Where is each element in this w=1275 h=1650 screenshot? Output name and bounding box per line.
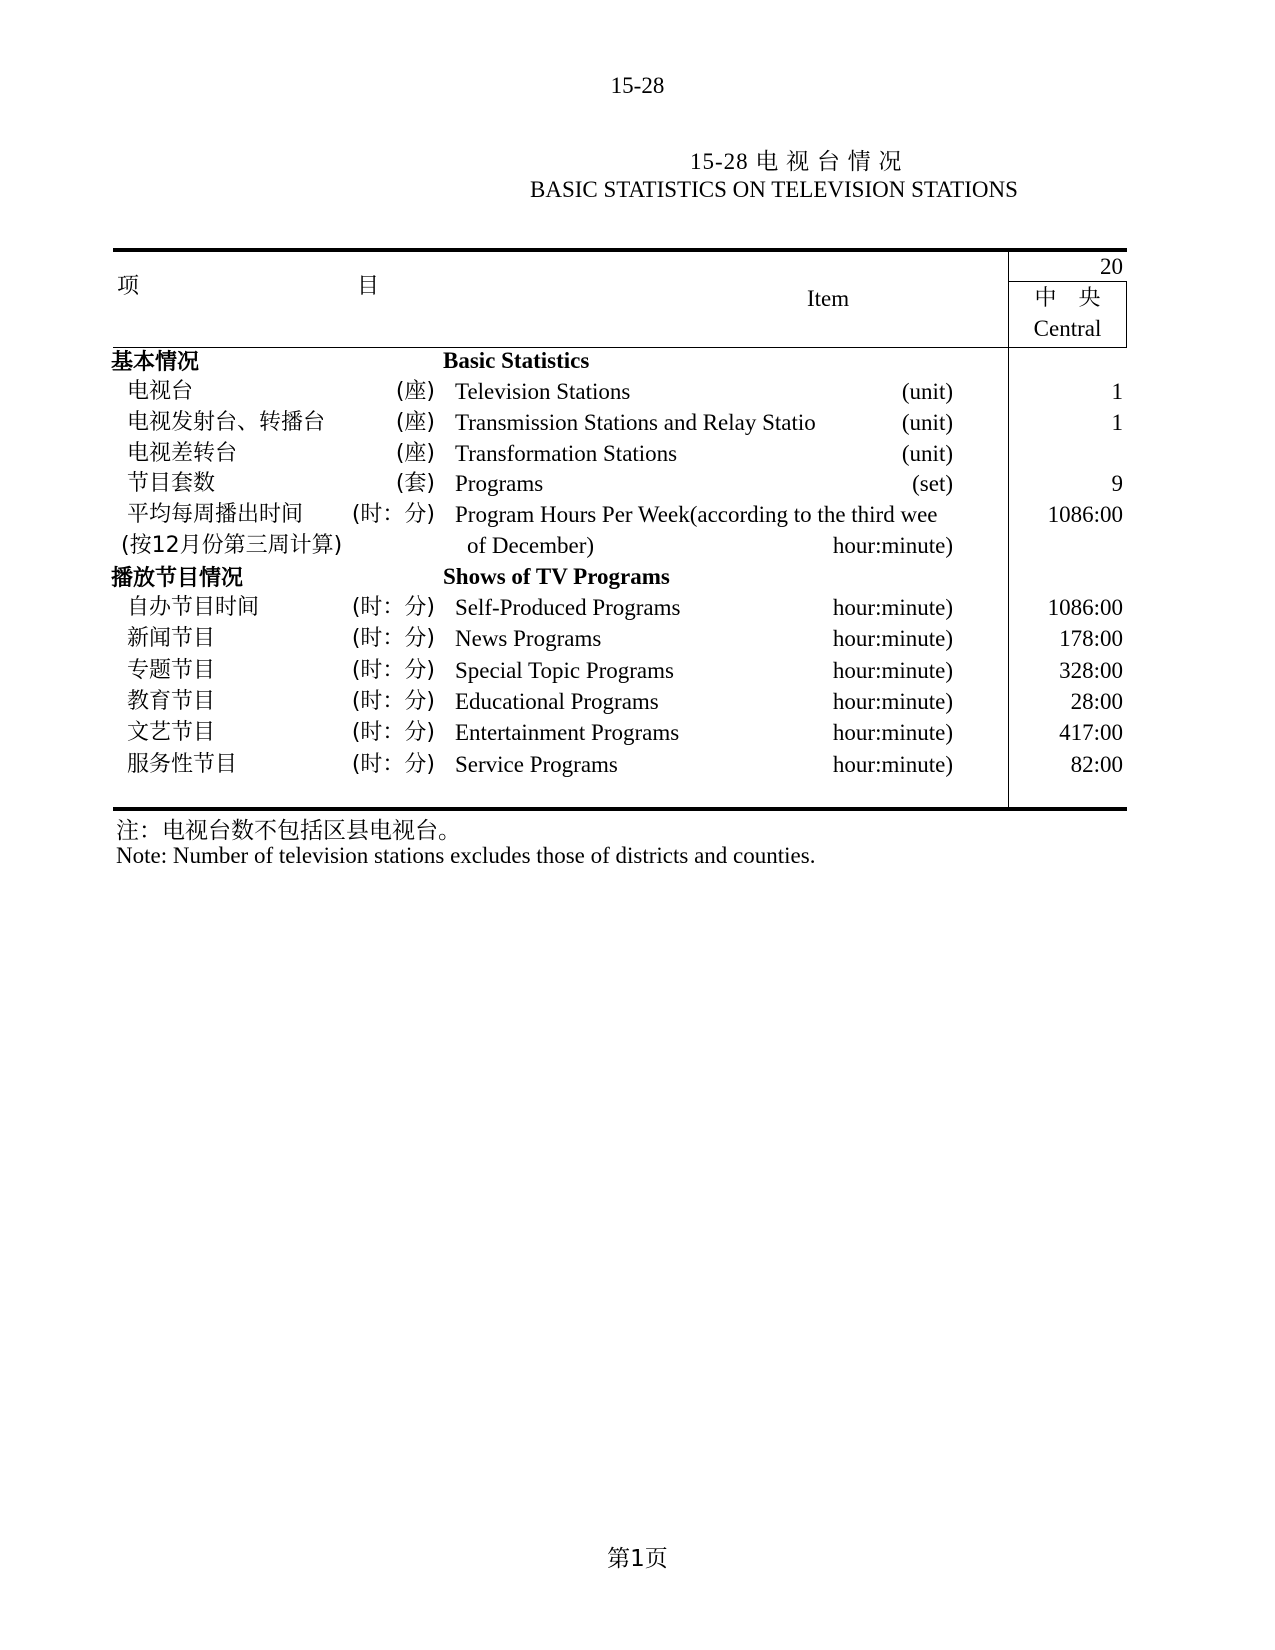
- row-value: 1: [1111, 379, 1123, 404]
- row-unit-cn: (时：分): [351, 752, 435, 777]
- row-unit-en: hour:minute): [832, 752, 953, 777]
- table-title-en: BASIC STATISTICS ON TELEVISION STATIONS: [530, 177, 1018, 202]
- row-unit-en: hour:minute): [832, 720, 953, 745]
- row-label-cn: 服务性节目: [127, 752, 238, 777]
- row-label-cn: 电视差转台: [127, 441, 238, 466]
- row-label-cn: 自办节目时间: [127, 595, 260, 620]
- row-value: 28:00: [1070, 689, 1123, 714]
- row-unit-cn: (时：分): [351, 689, 435, 714]
- row-label-en: of December): [467, 533, 595, 558]
- section-heading-cn: 播放节目情况: [111, 566, 244, 591]
- row-label-en: Service Programs: [455, 752, 618, 777]
- row-value: 1086:00: [1047, 595, 1123, 620]
- section-heading-cn: 基本情况: [111, 350, 200, 375]
- row-label-cn: 节目套数: [127, 471, 216, 496]
- row-unit-cn: (套): [395, 471, 435, 496]
- row-unit-en: (unit): [901, 441, 953, 466]
- row-value: 178:00: [1059, 626, 1123, 651]
- row-unit-cn: (座): [395, 441, 435, 466]
- col-item-cn-1: 项: [117, 274, 140, 299]
- row-value: 1: [1111, 410, 1123, 435]
- note-cn: 注：电视台数不包括区县电视台。: [116, 818, 461, 844]
- table-top-rule: [113, 248, 1127, 252]
- col-central-cn: 中 央: [1034, 286, 1101, 311]
- note-en: Note: Number of television stations excludes those of districts and counties.: [116, 843, 816, 868]
- row-label-en: Program Hours Per Week(according to the third wee: [455, 502, 938, 527]
- row-unit-cn: (时：分): [351, 595, 435, 620]
- row-unit-en: hour:minute): [832, 533, 953, 558]
- row-label-en: Programs: [455, 471, 544, 496]
- row-unit-cn: (座): [395, 410, 435, 435]
- row-unit-en: (unit): [901, 410, 953, 435]
- col-year-header: 20: [1100, 254, 1123, 279]
- row-unit-en: (set): [912, 471, 953, 496]
- col-central-en: Central: [1033, 316, 1102, 341]
- row-unit-cn: (座): [395, 379, 435, 404]
- row-label-en: Transformation Stations: [455, 441, 678, 466]
- table-bottom-rule: [113, 807, 1127, 811]
- row-value: 82:00: [1070, 752, 1123, 777]
- row-unit-en: hour:minute): [832, 689, 953, 714]
- row-label-en: Entertainment Programs: [455, 720, 680, 745]
- row-label-en: Transmission Stations and Relay Statio: [455, 410, 816, 435]
- row-value: 1086:00: [1047, 502, 1123, 527]
- col-item-cn-2: 目: [357, 274, 380, 299]
- header-divider: [113, 347, 1127, 348]
- row-unit-en: hour:minute): [832, 658, 953, 683]
- row-label-en: Television Stations: [455, 379, 631, 404]
- row-value: 417:00: [1059, 720, 1123, 745]
- row-unit-cn: (时：分): [351, 720, 435, 745]
- row-label-cn: 教育节目: [127, 689, 216, 714]
- row-value: 9: [1111, 471, 1123, 496]
- section-heading-en: Basic Statistics: [443, 348, 590, 373]
- row-unit-cn: (时：分): [351, 626, 435, 651]
- row-label-cn: 平均每周播出时间: [127, 502, 304, 527]
- row-label-cn: 新闻节目: [127, 626, 216, 651]
- row-label-en: Educational Programs: [455, 689, 659, 714]
- row-label-cn: 专题节目: [127, 658, 216, 683]
- col-item-en: Item: [807, 286, 850, 311]
- row-label-cn: (按12月份第三周计算): [121, 533, 343, 558]
- row-label-cn: 文艺节目: [127, 720, 216, 745]
- row-unit-en: (unit): [901, 379, 953, 404]
- row-label-en: News Programs: [455, 626, 602, 651]
- row-value: 328:00: [1059, 658, 1123, 683]
- row-unit-cn: (时：分): [351, 658, 435, 683]
- statistics-table: [113, 248, 1127, 811]
- row-label-cn: 电视发射台、转播台: [127, 410, 326, 435]
- row-unit-cn: (时：分): [351, 502, 435, 527]
- page-footer: 第1页: [607, 1546, 668, 1572]
- page-header-number: 15-28: [610, 73, 665, 98]
- row-unit-en: hour:minute): [832, 595, 953, 620]
- row-label-en: Self-Produced Programs: [455, 595, 681, 620]
- row-unit-en: hour:minute): [832, 626, 953, 651]
- row-label-en: Special Topic Programs: [455, 658, 674, 683]
- row-label-cn: 电视台: [127, 379, 194, 404]
- section-heading-en: Shows of TV Programs: [443, 564, 670, 589]
- table-title-cn: 15-28 电 视 台 情 况: [690, 149, 903, 174]
